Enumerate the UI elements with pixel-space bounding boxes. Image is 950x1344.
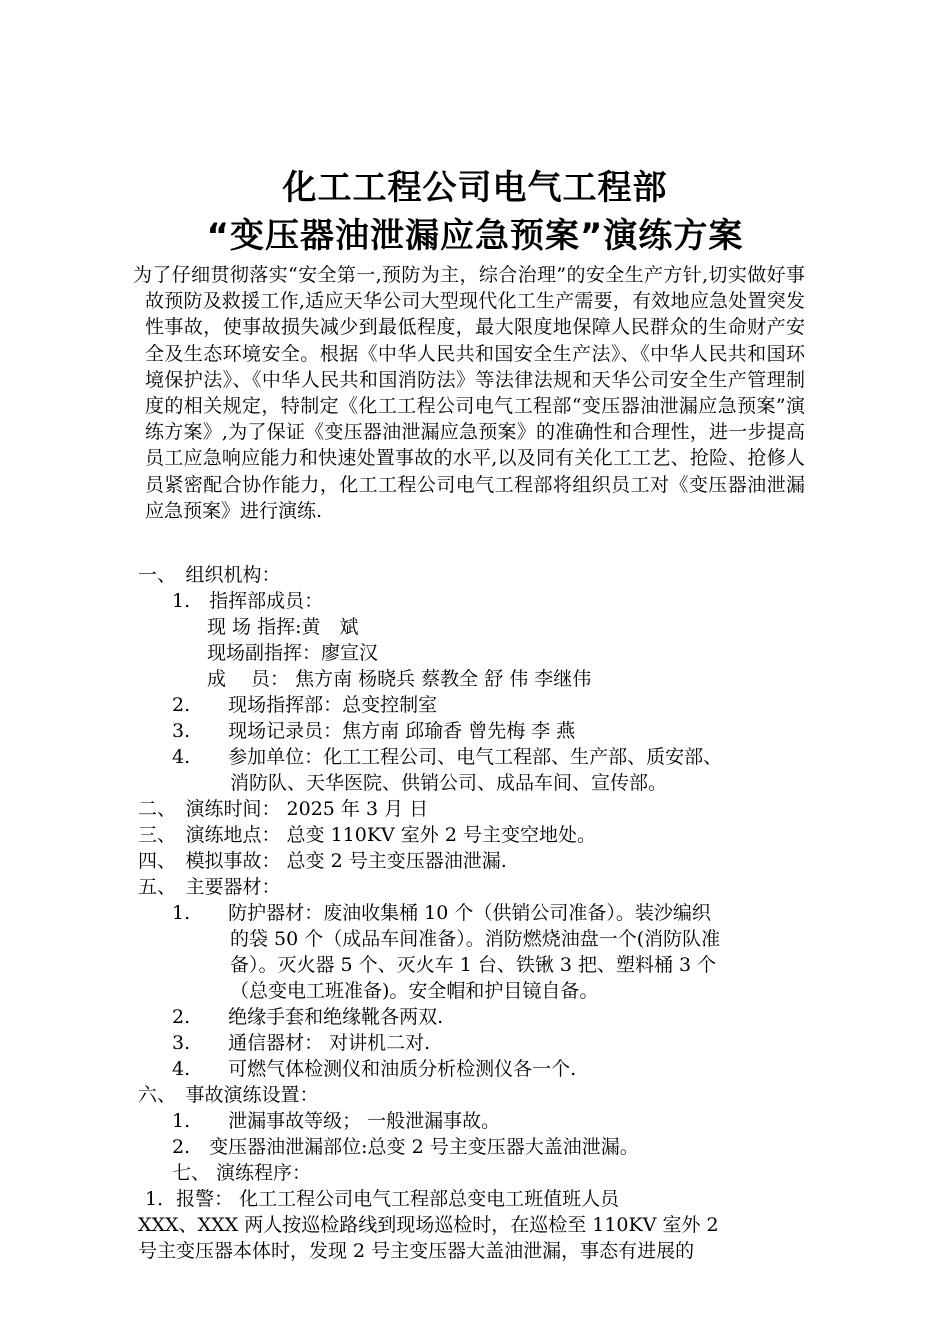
intro-paragraph	[133, 262, 805, 524]
section-5-item-4: 4. 可燃气体检测仪和油质分析检测仪各一个.	[172, 1058, 577, 1080]
section-5-item-3: 3. 通信器材： 对讲机二对.	[172, 1032, 431, 1054]
section-4: 四、 模拟事故： 总变 2 号主变压器油泄漏.	[138, 850, 507, 872]
section-6-item-1: 1. 泄漏事故等级； 一般泄漏事故。	[172, 1110, 501, 1132]
section-6-item-2: 2. 变压器油泄漏部位:总变 2 号主变压器大盖油泄漏。	[172, 1136, 639, 1158]
intro-text: 为了仔细贯彻落实“安全第一,预防为主，综合治理”的安全生产方针,切实做好事故预防及救援工作,适应天华公司大型现代化工生产需要，有效地应急处置突发性事故，使事故损失减少到最低程度，最大限度地保障人民群众的生命财产安全及生态环境安全。根据《中华人民共和国安全生产法》、《中华人民共和国环境保护法》、《中华人民共和国消防法》等法律法规和天华公司安全生产管理制度的相关规定，特制定《化工工程公司电气工程部“变压器油泄漏应急预案”演练方案》,为了保证《变压器油泄漏应急预案》的准确性和合理性，进一步提高员工应急响应能力和快速处置事故的水平,以及同有关化工工艺、抢险、抢修人员紧密配合协作能力，化工工程公司电气工程部将组织员工对《变压器油泄漏应急预案》进行演练.	[133, 264, 805, 522]
section-5-item-1d: （总变电工班准备)。安全帽和护目镜自备。	[230, 980, 599, 1002]
section-1-item-2: 2. 现场指挥部：总变控制室	[172, 694, 438, 716]
section-1-item-1c: 成 员： 焦方南 杨晓兵 蔡教全 舒 伟 李继伟	[207, 668, 592, 690]
section-1-item-4b: 消防队、天华医院、供销公司、成品车间、宣传部。	[230, 772, 668, 794]
section-1-item-1a: 现 场 指挥:黄 斌	[207, 616, 359, 638]
section-1-item-3: 3. 现场记录员：焦方南 邱瑜香 曾先梅 李 燕	[172, 720, 576, 742]
section-1-heading: 一、 组织机构：	[138, 564, 281, 586]
section-5-item-2: 2. 绝缘手套和绝缘靴各两双.	[172, 1006, 444, 1028]
section-5-item-1c: 备）。灭火器 5 个、灭火车 1 台、铁锹 3 把、塑料桶 3 个	[230, 954, 717, 976]
section-2: 二、 演练时间： 2025 年 3 月 日	[138, 798, 429, 820]
section-5-heading: 五、 主要器材：	[138, 876, 281, 898]
section-7-item-1c: 号主变压器本体时，发现 2 号主变压器大盖油泄漏，事态有进展的	[138, 1240, 695, 1262]
section-7-heading: 七、 演练程序：	[172, 1162, 312, 1184]
section-7-item-1: 1．报警： 化工工程公司电气工程部总变电工班值班人员	[145, 1188, 620, 1210]
section-3: 三、 演练地点： 总变 110KV 室外 2 号主变空地处。	[138, 824, 596, 846]
section-1-item-1: 1. 指挥部成员：	[172, 590, 324, 612]
section-7-item-1b: XXX、XXX 两人按巡检路线到现场巡检时，在巡检至 110KV 室外 2	[138, 1214, 719, 1236]
document-title-line1: 化工工程公司电气工程部	[282, 168, 668, 208]
section-5-item-1b: 的袋 50 个（成品车间准备）。消防燃烧油盘一个(消防队准	[230, 928, 721, 950]
document-title-line2: “变压器油泄漏应急预案”演练方案	[206, 216, 744, 256]
section-1-item-4: 4. 参加单位：化工工程公司、电气工程部、生产部、质安部、	[172, 746, 723, 768]
section-5-item-1: 1. 防护器材：废油收集桶 10 个（供销公司准备）。装沙编织	[172, 902, 711, 924]
section-1-item-1b: 现场副指挥：廖宣汉	[207, 642, 379, 664]
section-6-heading: 六、 事故演练设置：	[138, 1084, 319, 1106]
